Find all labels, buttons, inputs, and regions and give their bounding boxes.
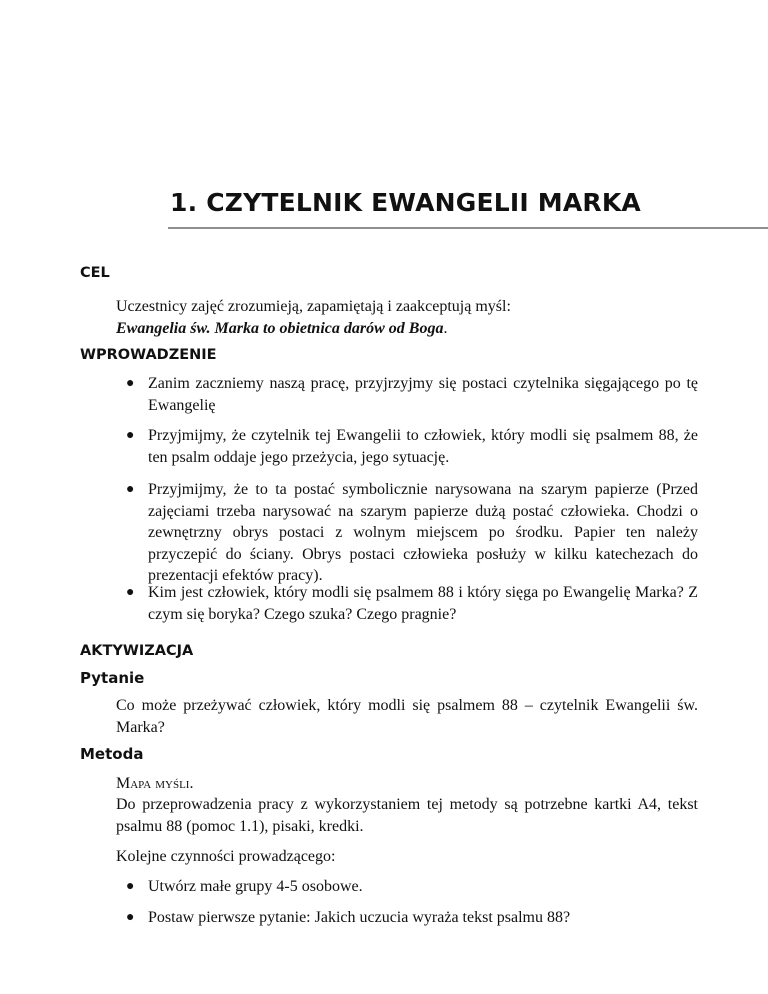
title-divider — [168, 227, 768, 229]
pytanie-text: Co może przeżywać człowiek, który modli się psalmem 88 – czytelnik Ewangelii św. Marka? — [116, 697, 698, 736]
bullet-icon: ● — [126, 428, 135, 443]
subheading-metoda: Metoda — [80, 745, 144, 763]
section-heading-aktywizacja: AKTYWIZACJA — [80, 643, 194, 659]
bullet-icon: ● — [126, 910, 135, 925]
metoda-description: Do przeprowadzenia pracy z wykorzystaniem tej metody są potrzebne kartki A4, tekst psalmu 88 (pomoc 1.1), pisaki, kredki. — [116, 796, 698, 835]
list-item: ● Utwórz małe grupy 4-5 osobowe. — [116, 876, 698, 898]
chapter-title: 1. CZYTELNIK EWANGELII MARKA — [170, 188, 641, 217]
cel-emphasis-end: . — [443, 319, 448, 337]
bullet-icon: ● — [126, 376, 135, 391]
bullet-icon: ● — [126, 585, 135, 600]
list-item: ● Zanim zaczniemy naszą pracę, przyjrzyjmy się postaci czytelnika sięgającego po tę Ewangelię — [126, 375, 698, 414]
bullet-icon: ● — [126, 482, 135, 497]
list-item: ● Przyjmijmy, że to ta postać symbolicznie narysowana na szarym papierze (Przed zajęciami trzeba narysować na szarym papierze dużą postać człowieka. Chodzi o zewnętrzny obrys postaci z wolnym miejscem po środku. Papier ten należy przyczepić do ściany. Obrys postaci człowieka posłuży w kilku katechezach do prezentacji efektów pracy). — [126, 481, 698, 584]
cel-line: Uczestnicy zajęć zrozumieją, zapamiętają i zaakceptują myśl: — [116, 298, 511, 315]
bullet-icon: ● — [126, 879, 135, 894]
subheading-pytanie: Pytanie — [80, 669, 145, 687]
list-item: ● Postaw pierwsze pytanie: Jakich uczucia wyraża tekst psalmu 88? — [116, 907, 698, 929]
section-heading-cel: CEL — [80, 265, 110, 281]
steps-intro: Kolejne czynności prowadzącego: — [116, 848, 336, 865]
cel-emphasis: Ewangelia św. Marka to obietnica darów od Boga — [116, 319, 444, 337]
metoda-name: Mapa myśli. — [116, 775, 194, 792]
section-heading-wprowadzenie: WPROWADZENIE — [80, 347, 217, 363]
cel-text — [116, 296, 698, 339]
list-item: ● Kim jest człowiek, który modli się psalmem 88 i który sięga po Ewangelię Marka? Z czym się boryka? Czego szuka? Czego pragnie? — [126, 584, 698, 623]
list-item: ● Przyjmijmy, że czytelnik tej Ewangelii to człowiek, który modli się psalmem 88, że ten psalm oddaje jego przeżycia, jego sytuację. — [126, 427, 698, 466]
